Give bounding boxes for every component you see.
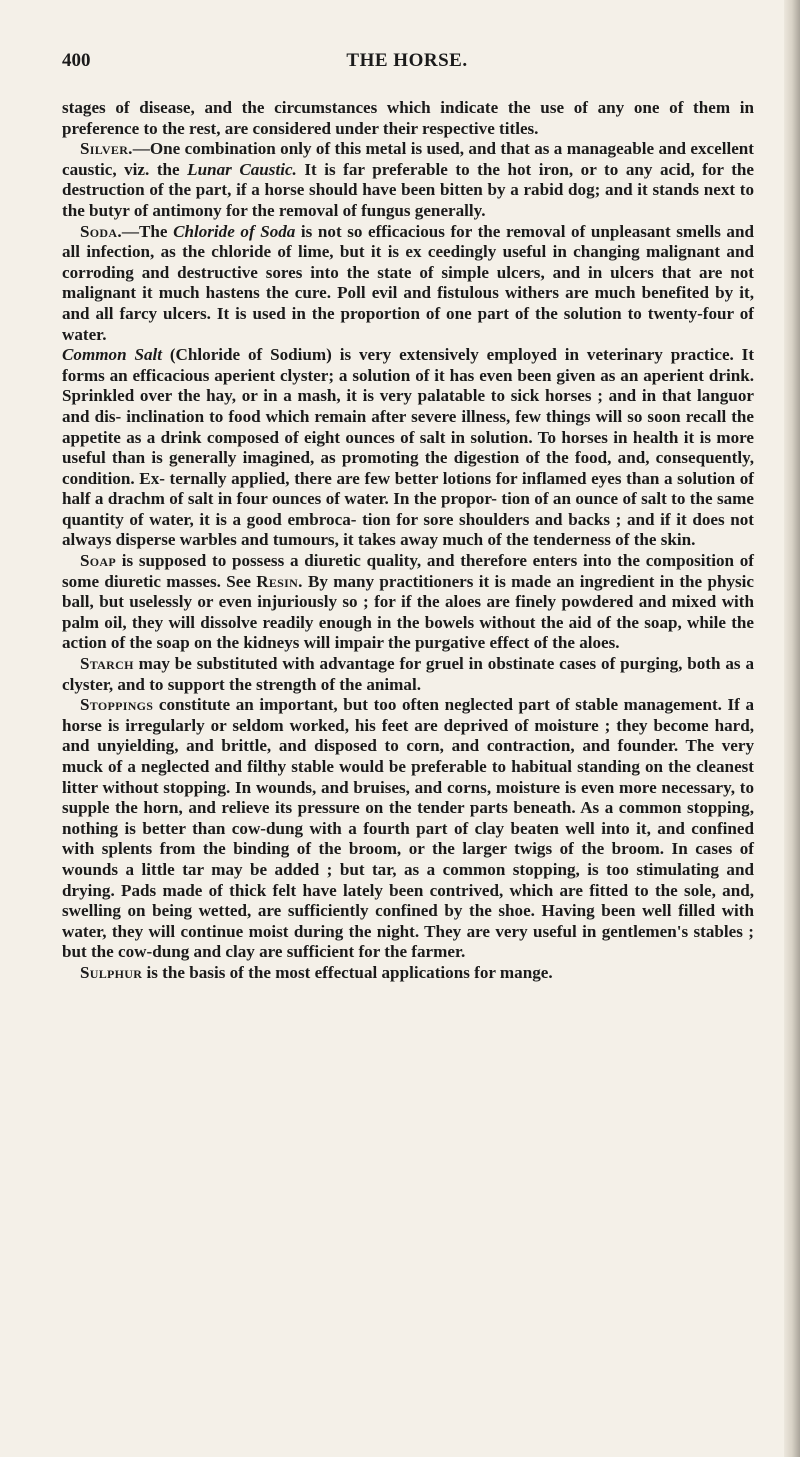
italic-term: Chloride of Soda <box>173 221 296 241</box>
text-run: constitute an important, but too often neglected part of stable management. If a horse is irregularly or seldom worked, his feet are deprived of moisture ; they become hard, and unyielding, and brittle, and disposed to corn, and contraction, and founder. The very muck of a neglected and filthy stable would be preferable to habitual standing on the cleanest litter without stopping. In wounds, and bruises, and corns, moisture is even more necessary, to supple the horn, and relieve its pressure on the tender parts beneath. As a common stopping, nothing is better than cow-dung with a fourth part of clay beaten well into it, and confined with splents from the binding of the broom, or the larger twigs of the broom. In cases of wounds a little tar may be added ; but tar, as a common stopping, is too stimulating and drying. Pads made of thick felt have lately been contrived, which are fitted to the sole, and, swelling on being wetted, are sufficiently confined by the shoe. Having been well filled with water, they will continue moist during the night. They are very useful in gentlemen's stables ; but the cow-dung and clay are sufficient for the farmer. <box>62 695 754 962</box>
text-run: (Chloride of Sodium) is very extensively employed in veterinary practice. It forms an efficacious aperient clyster; a solution of it has even been given as an aperient drink. Sprinkled over the hay, or in a mash, it is very palatable to sick horses ; and in that languor and dis- inclination to food which remain after severe illness, few things will so soon recall the appetite as a drink composed of eight ounces of salt in solution. To horses in health it is more useful than is generally imagined, as promoting the digestion of the food, and, consequently, condition. Ex- ternally applied, there are few better lotions for inflamed eyes than a solution of half a drachm of salt in four ounces of water. In the propor- tion of an ounce of salt to the same quantity of water, it is a good embroca- tion for sore shoulders and backs ; and if it does not always disperse warbles and tumours, it takes away much of the tenderness of the skin. <box>62 345 755 550</box>
entry-heading: Soap <box>79 551 116 571</box>
entry-heading: Resin. <box>256 571 303 591</box>
entry-heading: Soda. <box>79 221 122 241</box>
paragraph <box>62 695 754 963</box>
paragraph <box>62 139 754 221</box>
italic-term: Common Salt <box>62 345 163 365</box>
paragraph <box>62 654 754 695</box>
page-edge-shadow <box>784 0 800 1457</box>
text-run: —One combination only of this metal is used, and that as a manageable and excellent caustic, viz. the <box>62 139 754 179</box>
text-run: —The <box>121 221 174 241</box>
running-title: THE HORSE. <box>346 50 468 71</box>
italic-term: Lunar Caustic. <box>187 159 297 179</box>
text-run: stages of disease, and the circumstances which indicate the use of any one of them in preference to the rest, are considered under their respective titles. <box>62 98 754 138</box>
entry-heading: Starch <box>79 654 134 674</box>
text-run: It is far preferable to the hot iron, or to any acid, for the destruction of the part, if a horse should have been bitten by a rabid dog; and it stands next to the butyr of antimony for the removal of fungus generally. <box>62 159 754 220</box>
paragraph <box>62 222 754 346</box>
paragraph <box>62 963 754 984</box>
page-number: 400 <box>62 50 91 71</box>
paragraph <box>62 345 754 551</box>
text-run: is not so efficacious for the removal of unpleasant smells and all infection, as the chloride of lime, but it is ex ceedingly useful in changing malignant and corroding and destructive sores into the state of simple ulcers, and in ulcers that are not malignant it much hastens the cure. Poll evil and fistulous withers are much benefited by it, and all farcy ulcers. It is used in the proportion of one part of the solution to twenty-four of water. <box>62 221 754 344</box>
entry-heading: Stoppings <box>79 695 154 715</box>
entry-heading: Sulphur <box>79 962 143 982</box>
entry-heading: Silver. <box>79 139 133 159</box>
paragraph <box>62 98 754 139</box>
page-header <box>62 50 752 80</box>
text-run: is supposed to possess a diuretic quality, and therefore enters into the composition of some diuretic masses. See <box>62 551 754 591</box>
text-run: By many practitioners it is made an ingredient in the physic ball, but uselessly or even injuriously so ; for if the aloes are finely powdered and mixed with palm oil, they will dissolve readily enough in the bowels without the aid of the soap, while the action of the soap on the kidneys will impair the purgative effect of the aloes. <box>62 571 754 653</box>
text-run: is the basis of the most effectual applications for mange. <box>142 962 553 982</box>
paragraph <box>62 551 754 654</box>
body-text <box>62 98 754 984</box>
text-run: may be substituted with advantage for gruel in obstinate cases of purging, both as a clyster, and to support the strength of the animal. <box>62 654 754 694</box>
